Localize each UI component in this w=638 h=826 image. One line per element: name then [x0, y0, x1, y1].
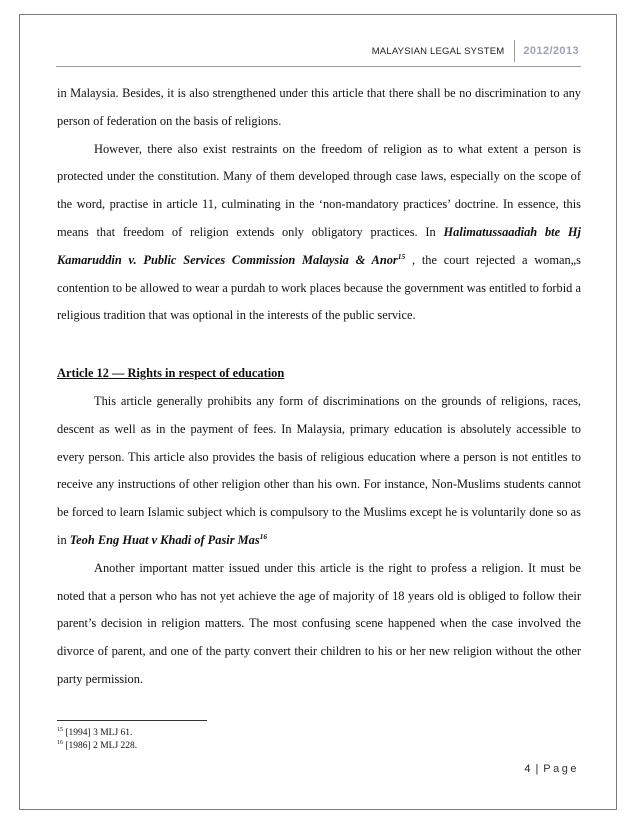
header-rule [56, 66, 581, 67]
page-header [372, 44, 579, 58]
paragraph-2 [57, 136, 581, 331]
section-gap [57, 330, 581, 360]
paragraph-1: in Malaysia. Besides, it is also strengthened under this article that there shall be no discrimination to any person of federation on the basis of religions. [57, 86, 581, 128]
footnote-ref-16: 16 [259, 531, 268, 541]
footnote-ref-15: 15 [397, 251, 406, 261]
footnote-text: [1994] 3 MLJ 61. [65, 728, 133, 738]
page-word: Page [543, 763, 579, 775]
paragraph-3-text-a: This article generally prohibits any form of discriminations on the grounds of religions, races, descent as well as in the payment of fees. In Malaysia, primary education is absolutely accessible to every person. This article also provides the basis of religious education where a person is not entitles to receive any instructions of other religion other than his own. For instance, Non-Muslims students cannot be forced to learn Islamic subject which is compulsory to the Muslims except he is voluntarily done so as in [57, 393, 581, 547]
header-title: MALAYSIAN LEGAL SYSTEM [371, 45, 505, 57]
paragraph-4: Another important matter issued under this article is the right to profess a religion. It must be noted that a person who has not yet achieve the age of majority of 18 years old is obliged to follow their parent’s decision in religion matters. The most confusing scene happened when the case involved the divorce of parent, and one of the party convert their children to his or her new religion without the other party permission. [57, 560, 581, 686]
section-heading-article-12: Article 12 — Rights in respect of education [57, 366, 285, 381]
footnotes [57, 727, 137, 753]
page-number: 4 [524, 763, 531, 775]
case-citation-teoh: Teoh Eng Huat v Khadi of Pasir Mas [69, 532, 260, 547]
header-year: 2012/2013 [523, 45, 579, 57]
footnote-16 [57, 740, 137, 753]
case-citation-halimatussaadiah: Halimatussaadiah bte Hj Kamaruddin v. Public Services Commission Malaysia & Anor [57, 224, 581, 267]
page-separator: | [535, 763, 539, 775]
paragraph-2-text-b: , the court rejected a woman„s contention to be allowed to wear a purdah to work places because the government was entitled to forbid a religious tradition that was optional in the interests of the public service. [57, 252, 581, 323]
footnote-number: 15 [57, 727, 63, 733]
document-body [57, 80, 581, 694]
paragraph-2-text-a: However, there also exist restraints on the freedom of religion as to what extent a person is protected under the constitution. Many of them developed through case laws, especially on the scope of the word, practise in article 11, culminating in the ‘non-mandatory practices’ doctrine. In essence, this means that freedom of religion extends only obligatory practices. In [57, 141, 581, 239]
footnote-15 [57, 727, 137, 740]
paragraph-3 [57, 388, 581, 555]
footnote-rule [57, 720, 207, 721]
page-footer [524, 763, 579, 775]
footnote-text: [1986] 2 MLJ 228. [65, 741, 138, 751]
footnote-number: 16 [57, 740, 63, 746]
